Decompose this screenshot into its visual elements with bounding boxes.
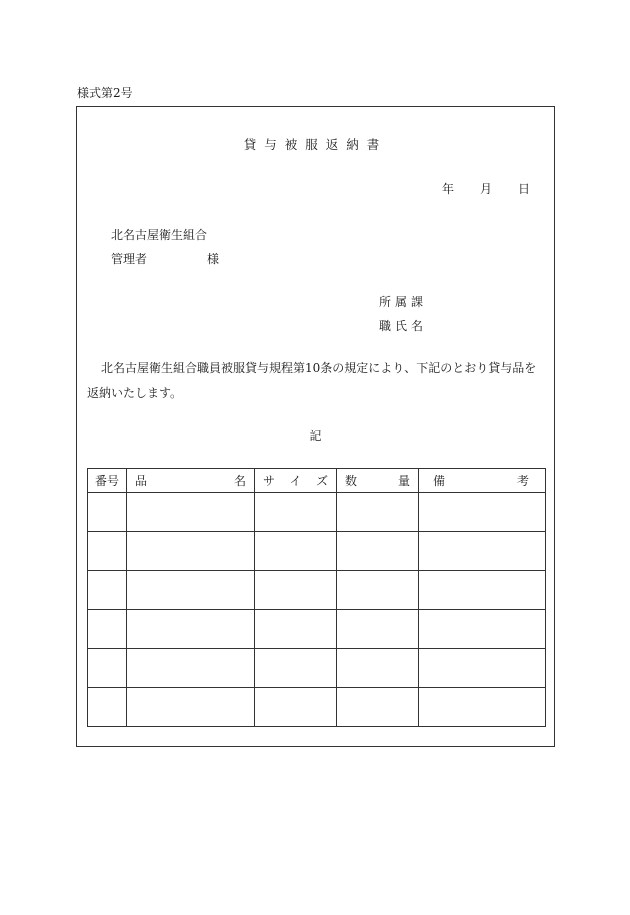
cell-number[interactable]: [88, 649, 127, 688]
document-frame: [76, 106, 555, 747]
cell-number[interactable]: [88, 688, 127, 727]
cell-number[interactable]: [88, 532, 127, 571]
cell-note[interactable]: [419, 493, 546, 532]
cell-item-name[interactable]: [127, 610, 255, 649]
header-size-2: イ: [289, 474, 302, 488]
date-line: [442, 180, 530, 197]
cell-number[interactable]: [88, 571, 127, 610]
table-row: [88, 649, 546, 688]
addressee-honorific: 様: [207, 252, 220, 266]
cell-quantity[interactable]: [337, 688, 419, 727]
cell-quantity[interactable]: [337, 571, 419, 610]
table-row: [88, 571, 546, 610]
header-quantity: [337, 469, 419, 493]
header-item-right: 名: [233, 474, 246, 488]
table-row: [88, 493, 546, 532]
date-day-label: 日: [517, 182, 530, 196]
cell-item-name[interactable]: [127, 571, 255, 610]
cell-size[interactable]: [255, 571, 337, 610]
header-size-1: サ: [263, 474, 276, 488]
form-number: 様式第2号: [77, 86, 133, 100]
header-item-left: 品: [135, 474, 148, 488]
header-number: 番号: [88, 469, 127, 493]
ki-heading: 記: [309, 429, 322, 443]
cell-quantity[interactable]: [337, 649, 419, 688]
name-label: 職氏名: [379, 319, 428, 333]
date-month-label: 月: [479, 182, 492, 196]
addressee-block: [111, 223, 219, 271]
header-size: [255, 469, 337, 493]
cell-size[interactable]: [255, 493, 337, 532]
header-note: [419, 469, 546, 493]
cell-item-name[interactable]: [127, 649, 255, 688]
cell-size[interactable]: [255, 649, 337, 688]
addressee-admin-line: [111, 247, 219, 271]
cell-quantity[interactable]: [337, 610, 419, 649]
cell-note[interactable]: [419, 571, 546, 610]
cell-note[interactable]: [419, 688, 546, 727]
cell-quantity[interactable]: [337, 493, 419, 532]
header-note-right: 考: [516, 474, 529, 488]
cell-item-name[interactable]: [127, 493, 255, 532]
cell-quantity[interactable]: [337, 532, 419, 571]
document-title: 貸与被服返納書: [243, 137, 388, 152]
cell-note[interactable]: [419, 649, 546, 688]
body-text: 北名古屋衛生組合職員被服貸与規程第10条の規定により、下記のとおり貸与品を返納いたします。: [87, 361, 537, 400]
table-body: [88, 493, 546, 727]
cell-size[interactable]: [255, 688, 337, 727]
cell-number[interactable]: [88, 610, 127, 649]
cell-note[interactable]: [419, 532, 546, 571]
table-row: [88, 532, 546, 571]
items-table: [87, 468, 546, 727]
affiliation-label: 所属課: [379, 295, 428, 309]
cell-size[interactable]: [255, 610, 337, 649]
header-note-left: 備: [433, 474, 446, 488]
addressee-administrator: 管理者: [111, 252, 148, 266]
table-header-row: [88, 469, 546, 493]
cell-number[interactable]: [88, 493, 127, 532]
header-qty-right: 量: [397, 474, 410, 488]
header-size-3: ズ: [315, 474, 328, 488]
cell-item-name[interactable]: [127, 688, 255, 727]
applicant-block: [379, 290, 427, 338]
cell-size[interactable]: [255, 532, 337, 571]
date-year-label: 年: [441, 182, 454, 196]
header-qty-left: 数: [345, 474, 358, 488]
addressee-organization: 北名古屋衛生組合: [111, 228, 208, 242]
header-item-name: [127, 469, 255, 493]
table-row: [88, 688, 546, 727]
cell-note[interactable]: [419, 610, 546, 649]
cell-item-name[interactable]: [127, 532, 255, 571]
table-row: [88, 610, 546, 649]
